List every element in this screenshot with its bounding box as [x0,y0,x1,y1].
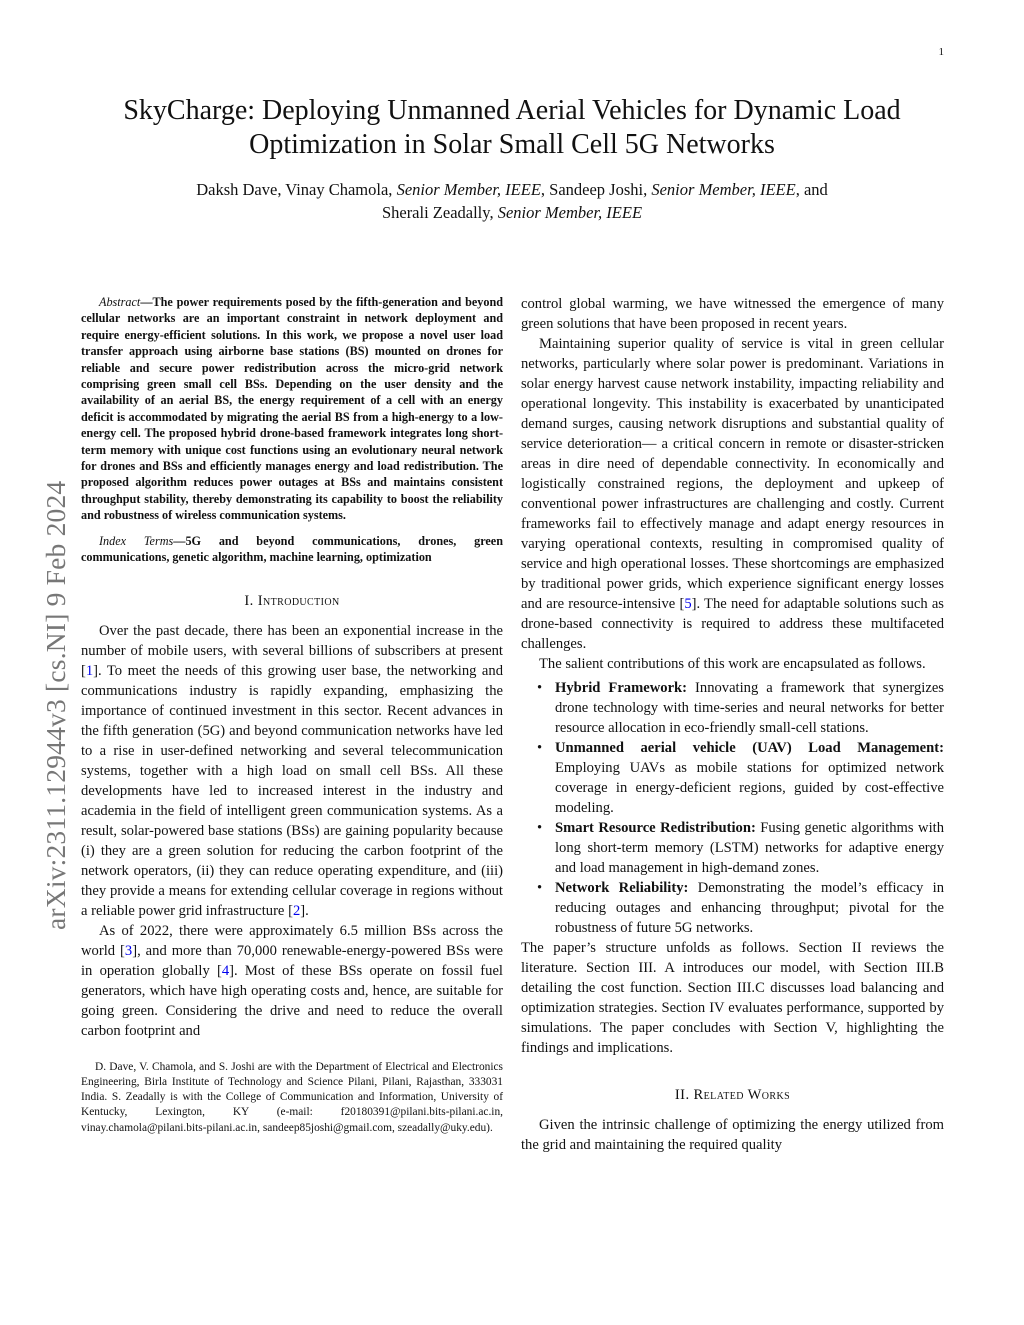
author-names: , and [795,180,828,199]
citation-link[interactable]: [ 4 ] [217,963,234,979]
author-affiliation-footnote: D. Dave, V. Chamola, and S. Joshi are with the Department of Electrical and Electronics Engineering, Birla Institute of Technology and Science Pilani, Pilani, Rajasthan, 333031 India. S. Zeadally is with the College of Communication and Information, University of Kentucky, Lexington, KY (e-mail: f20180391@pilani.bits-pilani.ac.in, vinay.chamola@pilani.bits-pilani.ac.in, sandeep85joshi@gmail.com, szeadally@uky.edu). [81,1060,503,1134]
citation-link[interactable]: [ 5 ] [679,596,696,612]
page-number: 1 [938,46,944,58]
continued-paragraph: control global warming, we have witnessed the emergence of many green solutions that have been proposed in recent years. [521,296,944,332]
intro-paragraph-2 [81,921,503,1041]
paragraph-text: . The need for adaptable solutions such as drone-based connectivity is required to address these multifaceted challenges. [521,596,944,652]
index-terms-text: —5G and beyond communications, drones, green communications, genetic algorithm, machine learning, optimization [81,533,503,565]
contribution-title: Unmanned aerial vehicle (UAV) Load Management: [555,740,944,756]
contribution-text: Employing UAVs as mobile stations for optimized network coverage in energy-deficient regions, guided by cost-effective modeling. [555,760,944,816]
contribution-text: Demonstrating the model’s efficacy in reducing outages and enhancing throughput; pivotal for the robustness of future 5G networks. [555,880,944,936]
left-column [81,294,503,1136]
author-names: Sherali Zeadally, [381,203,498,222]
section-heading-introduction: I. Introduction [244,592,340,609]
list-item [521,738,944,818]
author-line-1 [80,178,944,201]
arxiv-identifier: arXiv:2311.12944v3 [cs.NI] 9 Feb 2024 [40,480,71,930]
author-line-2 [80,201,944,224]
paragraph-text: , and more than 70,000 renewable-energy-powered BSs were in operation globally [81,942,503,979]
abstract-text: —The power requirements posed by the fifth-generation and beyond cellular networks are an important constraint in network deployment and require energy-efficient solutions. In this work, we propose a novel user load transfer approach using airborne base stations (BS) mounted on drones for reliable and secure power redistribution across the micro-grid network comprising green small cell BSs. Depending on the user density and the availability of an aerial BS, the energy requirement of a cell with an energy deficit is accommodated by migrating the aerial BS from a high-energy to a low-energy cell. The proposed hybrid drone-based framework integrates long short-term memory with unique cost functions using an evolutionary neural network for drones and BSs and efficiently manages energy and load redistribution. The proposed algorithm reduces power outages at BSs and maintains consistent throughput stability, thereby demonstrating its capability to boost the reliability and robustness of wireless communication systems. [81,295,503,523]
contribution-title: Network Reliability: [555,880,689,896]
author-names: , Sandeep Joshi, [540,180,652,199]
contributions-list [521,678,944,938]
paper-title: SkyCharge: Deploying Unmanned Aerial Vehicles for Dynamic Load Optimization in Solar Small Cell 5G Networks [123,95,901,160]
intro-paragraph-1 [81,621,503,921]
contribution-title: Smart Resource Redistribution: [555,820,756,836]
list-item [521,878,944,938]
motivation-paragraph [521,334,944,654]
author-membership: Senior Member, IEEE [651,180,796,199]
abstract [81,294,503,524]
contribution-text: Innovating a framework that synergizes drone technology with time-series and neural networks for better resource allocation in eco-friendly small-cell stations. [555,680,944,736]
structure-paragraph: The paper’s structure unfolds as follows. Section II reviews the literature. Section III. A introduces our model, with Section III.B detailing the cost function. Section III.C discusses load balancing and optimization strategies. Section IV evaluates performance, supported by simulations. The paper concludes with Section V, highlighting the findings and implications. [521,940,944,1056]
paragraph-text: As of 2022, there were approximately 6.5 million BSs across the world [81,922,503,959]
citation-link[interactable]: [ 2 ] [288,903,305,919]
paragraph-text: . [305,902,309,919]
contribution-text: Fusing genetic algorithms with long short-term memory (LSTM) networks for adaptive energy and load management in high-demand zones. [555,820,944,876]
contribution-title: Hybrid Framework: [555,680,688,696]
section-heading-related-works: II. Related Works [674,1087,791,1103]
index-terms-label: Index Terms [99,533,174,548]
paragraph-text: Maintaining superior quality of service is vital in green cellular networks, particularly where solar power is predominant. Variations in solar energy harvest cause network instability, impacting reliability and operational longevity. This instability is exacerbated by unanticipated demand surges, causing network disruptions and substantial quality of service deterioration— a critical concern in remote or disaster-stricken areas in dire need of dependable connectivity. In economically and logistically constrained regions, the deployment and upkeep of conventional power infrastructures are challenging and costly. Current frameworks fail to effectively manage and adapt energy resources in varying operational contexts, resulting in compromised quality of service and high operational losses. These shortcomings are emphasized by traditional power grids, which experience significant energy losses and are resource-intensive [521,336,944,612]
citation-link[interactable]: [ 1 ] [81,663,98,679]
right-column [521,294,944,1155]
paragraph-text: . Most of these BSs operate on fossil fuel generators, which have high operating costs and, hence, are suitable for going green. Considering the drive and need to reduce the overall carbon footprint and [81,962,503,1039]
list-item [521,818,944,878]
paragraph-text: Over the past decade, there has been an exponential increase in the number of mobile users, with several billions of subscribers at present [81,622,503,659]
author-membership: Senior Member, IEEE [396,180,541,199]
author-membership: Senior Member, IEEE [497,203,643,222]
abstract-label: Abstract [99,295,141,309]
list-item [521,678,944,738]
related-works-paragraph: Given the intrinsic challenge of optimizing the energy utilized from the grid and maintaining the required quality [521,1117,944,1153]
index-terms [81,533,503,566]
paragraph-text: . To meet the needs of this growing user base, the networking and communications industry is rapidly expanding, emphasizing the importance of continued investment in this sector. Recent advances in the fifth generation (5G) and beyond communication networks have led to a rise in user-defined networking and several telecommunication systems, together with a high load on small cell BSs. All these developments have led to increased interest in the industry and academia in the field of intelligent green communication systems. As a result, solar-powered base stations (BSs) are gaining popularity because (i) they are a green solution for reducing the carbon footprint of the network operators, (ii) they can reduce operating expenditure, and (iii) they provide a means for extending cellular coverage in regions without a reliable power grid infrastructure [81,662,503,919]
author-block [80,178,944,224]
citation-link[interactable]: [ 3 ] [120,943,137,959]
author-names: Daksh Dave, Vinay Chamola, [196,180,397,199]
contributions-intro: The salient contributions of this work are encapsulated as follows. [539,656,926,672]
